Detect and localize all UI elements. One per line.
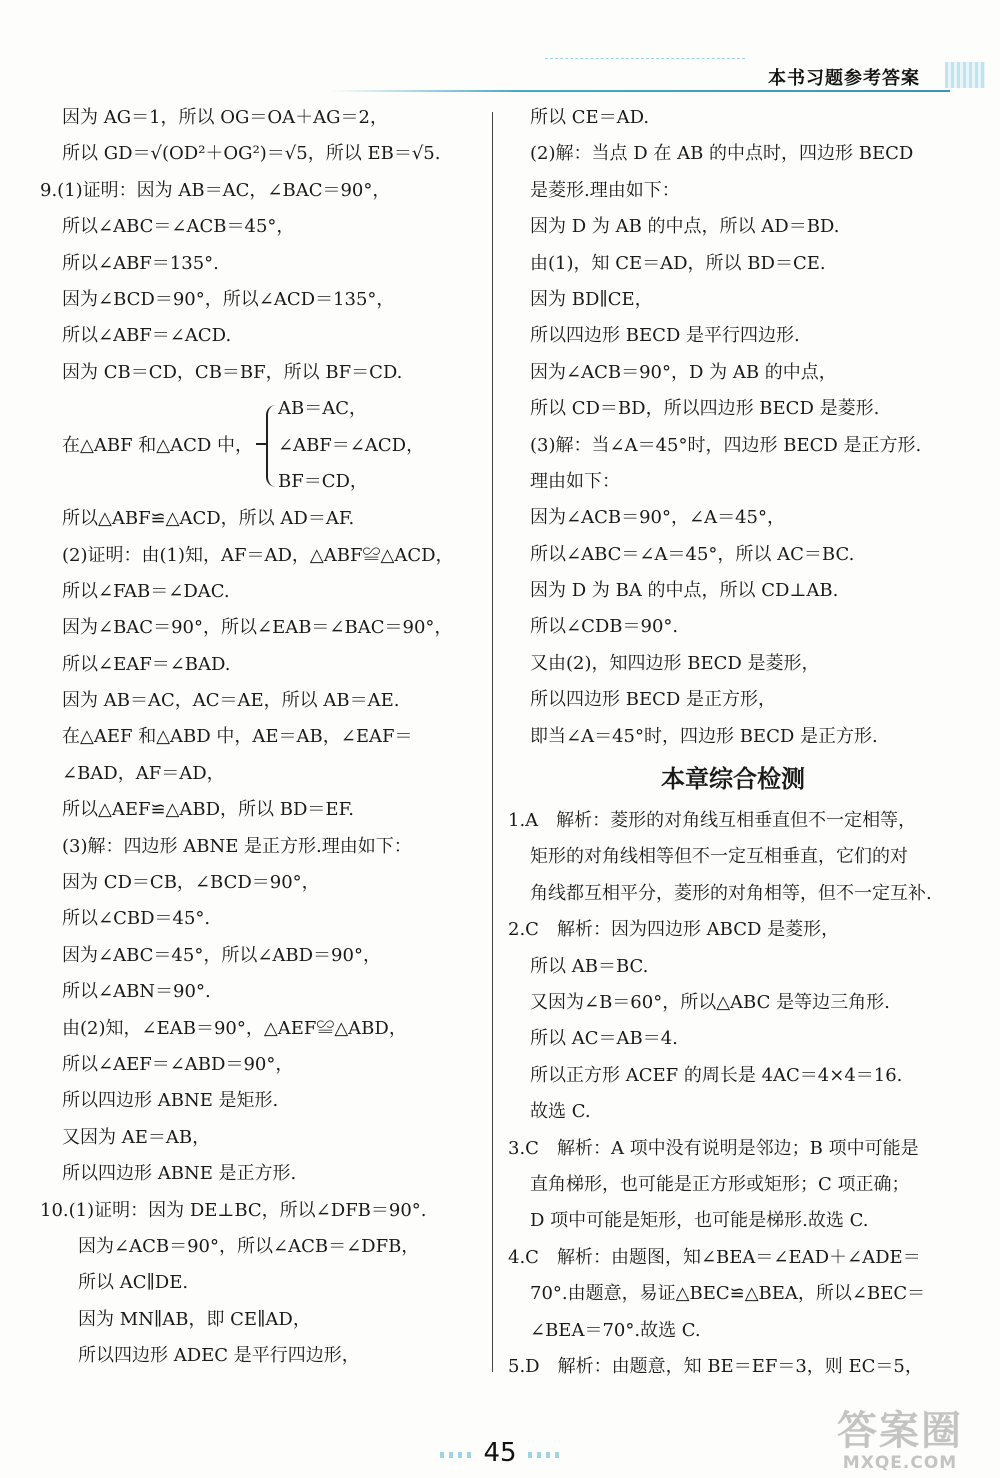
running-header: 本书习题参考答案 [768,68,920,89]
text-line: 所以△AEF≌△ABD，所以 BD＝EF. [62,799,354,821]
system-line: AB＝AC， [278,398,367,420]
header-decoration-box [945,62,985,88]
text-line: 又由(2)，知四边形 BECD 是菱形， [530,652,820,674]
page-number-decoration [528,1452,562,1458]
text-line: 所以△ABF≌△ACD，所以 AD＝AF. [62,508,355,530]
text-line: 3.C 解析：A 项中没有说明是邻边；B 项中可能是 [508,1137,919,1159]
text-line: 所以∠ABN＝90°. [62,981,211,1003]
text-line: ∠BEA＝70°.故选 C. [530,1319,701,1341]
text-line: 在△AEF 和△ABD 中，AE＝AB，∠EAF＝ [62,726,413,748]
text-line: 10.(1)证明：因为 DE⊥BC，所以∠DFB＝90°. [40,1199,427,1221]
text-line: 2.C 解析：因为四边形 ABCD 是菱形， [508,919,840,941]
watermark [815,1408,985,1474]
text-line: 所以四边形 BECD 是正方形， [530,689,777,711]
text-line: 因为 BD∥CE， [530,288,653,310]
text-line: 所以∠AEF＝∠ABD＝90°， [62,1053,294,1075]
text-line: 所以正方形 ACEF 的周长是 4AC＝4×4＝16. [530,1064,903,1086]
text-line: 4.C 解析：由题图，知∠BEA＝∠EAD＋∠ADE＝ [508,1246,921,1268]
text-line: 所以∠ABC＝∠A＝45°，所以 AC＝BC. [530,543,855,565]
text-line: 所以四边形 BECD 是平行四边形. [530,325,800,347]
text-line: 所以∠ABF＝∠ACD. [62,325,232,347]
text-line: 因为 CB＝CD，CB＝BF，所以 BF＝CD. [62,361,403,383]
text-line: 70°.由题意，易证△BEC≌△BEA，所以∠BEC＝ [530,1283,926,1305]
text-line: ∠BAD，AF＝AD， [62,762,225,784]
text-line: (2)证明：由(1)知，AF＝AD，△ABF≌△ACD， [62,544,454,566]
text-line: (3)解：当∠A＝45°时，四边形 BECD 是正方形. [530,434,922,456]
brace-icon [266,405,278,487]
text-line: 所以 CE＝AD. [530,107,650,128]
text-line: 所以 CD＝BD，所以四边形 BECD 是菱形. [530,398,880,420]
system-line: ∠ABF＝∠ACD， [278,434,425,456]
text-line: 所以∠CDB＝90°. [530,616,679,638]
text-line: 所以四边形 ABNE 是正方形. [62,1163,297,1185]
text-line: 所以 AB＝BC. [530,955,649,977]
text-line: 即当∠A＝45°时，四边形 BECD 是正方形. [530,725,878,747]
system-line: BF＝CD， [278,470,368,492]
text-line: (3)解：四边形 ABNE 是正方形.理由如下： [62,835,412,857]
header-decoration [545,58,745,73]
watermark-logo: 答案圈 [837,1408,963,1454]
text-line: 所以∠FAB＝∠DAC. [62,580,230,602]
text-line: 9.(1)证明：因为 AB＝AC，∠BAC＝90°， [40,179,391,201]
text-line: 因为 D 为 BA 的中点，所以 CD⊥AB. [530,580,839,602]
text-line: 又因为 AE＝AB， [62,1126,211,1148]
text-line: 1.A 解析：菱形的对角线互相垂直但不一定相等， [508,810,917,832]
text-line: 所以四边形 ADEC 是平行四边形， [78,1345,360,1367]
text-line: 所以∠ABF＝135°. [62,252,219,274]
text-line: 由(1)，知 CE＝AD，所以 BD＝CE. [530,252,826,274]
text-line: 因为 AB＝AC，AC＝AE，所以 AB＝AE. [62,690,400,712]
text-line: 矩形的对角线相等但不一定互相垂直，它们的对 [530,846,908,868]
text-line: 因为 CD＝CB，∠BCD＝90°， [62,872,320,894]
text-line: 所以四边形 ABNE 是矩形. [62,1090,279,1112]
text-line: 所以∠ABC＝∠ACB＝45°， [62,216,295,238]
left-column [40,100,490,1375]
header-rule [330,90,950,92]
text-line: 所以 AC＝AB＝4. [530,1028,678,1050]
text-line: D 项中可能是矩形，也可能是梯形.故选 C. [530,1210,869,1232]
text-line: 因为∠ACB＝90°，所以∠ACB＝∠DFB， [78,1235,420,1257]
text-line: 因为∠ABC＝45°，所以∠ABD＝90°， [62,944,381,966]
text-line: 因为 D 为 AB 的中点，所以 AD＝BD. [530,216,840,238]
text-line: 所以∠EAF＝∠BAD. [62,653,231,675]
text-line: 所以∠CBD＝45°. [62,908,211,930]
column-divider [492,112,493,1372]
text-line: 因为 MN∥AB，即 CE∥AD， [78,1308,311,1330]
text-line: 因为∠ACB＝90°，D 为 AB 的中点， [530,361,837,383]
text-line: 角线都互相平分，菱形的对角相等，但不一定互补. [530,882,932,904]
text-line: 因为∠BAC＝90°，所以∠EAB＝∠BAC＝90°， [62,617,453,639]
page-number: 45 [483,1438,517,1468]
text-line: (2)解：当点 D 在 AB 的中点时，四边形 BECD [530,143,914,165]
text-line: 理由如下： [530,470,620,492]
text-line: 故选 C. [530,1101,591,1123]
text-line: 直角梯形，也可能是正方形或矩形；C 项正确； [530,1173,910,1195]
text-line: 由(2)知，∠EAB＝90°，△AEF≌△ABD， [62,1017,407,1039]
text-line: 是菱形.理由如下： [530,179,680,201]
system-prefix: 在△ABF 和△ACD 中， [62,435,254,457]
text-line: 5.D 解析：由题意，知 BE＝EF＝3，则 EC＝5， [508,1355,923,1377]
text-line: 因为∠BCD＝90°，所以∠ACD＝135°， [62,288,395,310]
watermark-url: MXQE.COM [842,1453,958,1473]
text-line: 所以 GD＝√(OD²＋OG²)＝√5，所以 EB＝√5. [62,143,441,165]
right-column [508,100,958,1385]
equation-system [40,391,490,501]
text-line: 因为∠ACB＝90°，∠A＝45°， [530,507,785,529]
text-line: 又因为∠B＝60°，所以△ABC 是等边三角形. [530,991,890,1013]
text-line: 因为 AG＝1，所以 OG＝OA＋AG＝2， [62,107,388,128]
section-title: 本章综合检测 [661,765,805,794]
text-line: 所以 AC∥DE. [78,1272,189,1294]
